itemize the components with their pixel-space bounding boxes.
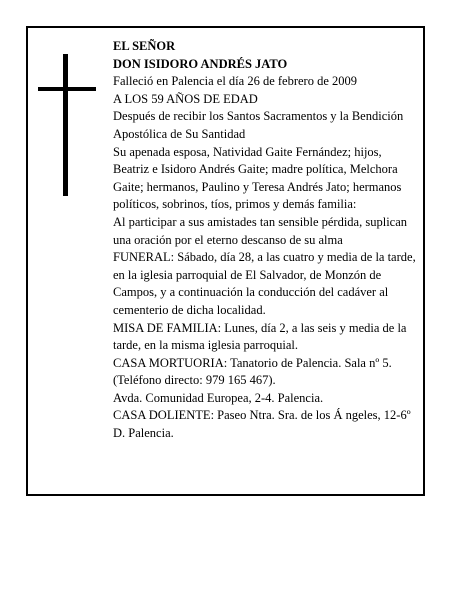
cross-horizontal-bar (38, 87, 96, 91)
cross-vertical-bar (63, 54, 68, 196)
death-date: Falleció en Palencia el día 26 de febrero de 2009 (113, 74, 358, 89)
title-line-1: EL SEÑOR (113, 39, 176, 53)
mourning-house-paragraph: CASA DOLIENTE: Paseo Ntra. Sra. de los Á ngeles, 12-6º D. Palencia. (113, 408, 411, 441)
age: A LOS 59 AÑOS DE EDAD (113, 91, 258, 106)
funeral-paragraph: FUNERAL: Sábado, día 28, a las cuatro y media de la tarde, en la iglesia parroquial de El Salvador, de Monzón de Campos, y a continuación la conducción del cadáver al cementerio de dicha localidad. (113, 250, 416, 317)
family-paragraph: Su apenada esposa, Natividad Gaite Fernández; hijos, Beatriz e Isidoro Andrés Gaite; madre política, Melchora Gaite; hermanos, Paulino y Teresa Andrés Jato; hermanos políticos, sobrinos, tíos, primos y demás familia: (113, 144, 402, 212)
deceased-name: DON ISIDORO ANDRÉS JATO (113, 56, 288, 71)
funeral-home-paragraph: CASA MORTUORIA: Tanatorio de Palencia. Sala nº 5. (Teléfono directo: 979 165 467). (113, 355, 392, 388)
sacraments-paragraph: Después de recibir los Santos Sacramentos y la Bendición Apostólica de Su Santidad (113, 109, 404, 141)
family-mass-paragraph: MISA DE FAMILIA: Lunes, día 2, a las seis y media de la tarde, en la misma iglesia parroquial. (113, 320, 407, 353)
cross-icon (38, 54, 96, 196)
funeral-home-address: Avda. Comunidad Europea, 2-4. Palencia. (113, 390, 324, 405)
obituary-text (113, 38, 419, 443)
prayer-paragraph: Al participar a sus amistades tan sensible pérdida, suplican una oración por el eterno descanso de su alma (113, 214, 408, 247)
